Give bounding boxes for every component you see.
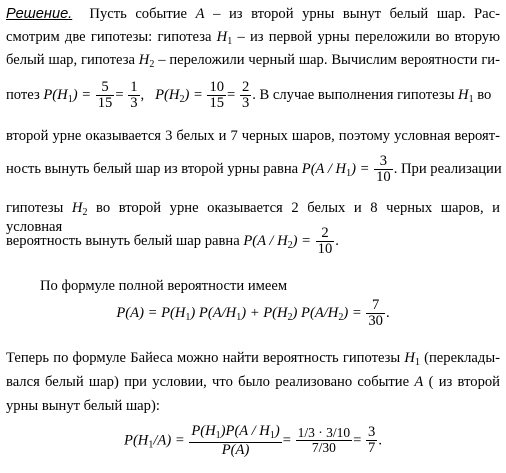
fraction: $\frac{3}{7}$	[368, 424, 376, 457]
fraction: $\frac{10}{15}$	[209, 79, 225, 112]
text-line-bayes-2: вался белый шар) при условии, что было реализовано событие A ( из второй	[6, 374, 500, 390]
fraction: $\frac{7}{30}$	[368, 297, 383, 330]
formula-bayes: $P(H_1/A)$ = $\frac{P(H_1)P(A / H_1)}{P(A)}$ = $\frac{1/3 \cdot 3/10}{7/30}$ = $\frac{3}{7}$ .	[124, 423, 382, 458]
text-line-bayes-3: урны вынут белый шар):	[6, 398, 160, 414]
text-line-7: гипотезы $H_2$ во второй урне оказывается 2 белых и 8 черных шаров, и условная	[6, 200, 500, 235]
formula-ph1: $P(H_1)$ =	[43, 87, 92, 106]
fraction: $\frac{1}{3}$	[130, 79, 138, 112]
text-line-4: потез $P(H_1)$ = $\frac{5}{15}$ = $\frac{1}{3}$ , $P(H_2)$ = $\frac{10}{15}$ = $\frac{2}{3}$ . В случае выполнения гипотезы $H_1$ во	[6, 79, 492, 112]
fraction: $\frac{3}{10}$	[376, 153, 391, 186]
formula-pah1: $P(A / H_1)$ =	[301, 161, 370, 180]
solution-label: Решение.	[6, 6, 73, 22]
text-line-1: Решение. Пусть событие A – из второй урны вынут белый шар. Рас-	[6, 6, 500, 22]
fraction: $\frac{2}{3}$	[241, 79, 250, 112]
formula-total-probability: $P(A) = P(H_1) P(A/H_1) + P(H_2) P(A/H_2)$ = $\frac{7}{30}$ .	[116, 297, 390, 330]
fraction: $\frac{P(H_1)P(A / H_1)}{P(A)}$	[191, 423, 280, 458]
text-line-bayes-1: Теперь по формуле Байеса можно найти вероятность гипотезы $H_1$ (переклады-	[6, 350, 500, 368]
formula-pah2: $P(A / H_2)$ =	[243, 233, 312, 252]
fraction: $\frac{1/3 \cdot 3/10}{7/30}$	[297, 425, 351, 456]
text-line-2: смотрим две гипотезы: гипотеза $H_1$ – из первой урны переложили во вторую	[6, 29, 500, 47]
text-line-total-prob: По формуле полной вероятности имеем	[40, 278, 288, 294]
text-line-5: второй урне оказывается 3 белых и 7 черных шаров, поэтому условная вероят-	[6, 128, 500, 144]
fraction: $\frac{2}{10}$	[317, 225, 333, 258]
fraction: $\frac{5}{15}$	[97, 79, 113, 112]
formula-ph2: $P(H_2)$ =	[155, 87, 203, 106]
text-line-3: белый шар, гипотеза $H_2$ – переложили черный шар. Вычислим вероятности ги-	[6, 52, 500, 70]
text-line-6: ность вынуть белый шар из второй урны равна $P(A / H_1)$ = $\frac{3}{10}$ . При реализации	[6, 153, 502, 186]
text-line-8: вероятность вынуть белый шар равна $P(A / H_2)$ = $\frac{2}{10}$ .	[6, 225, 339, 258]
